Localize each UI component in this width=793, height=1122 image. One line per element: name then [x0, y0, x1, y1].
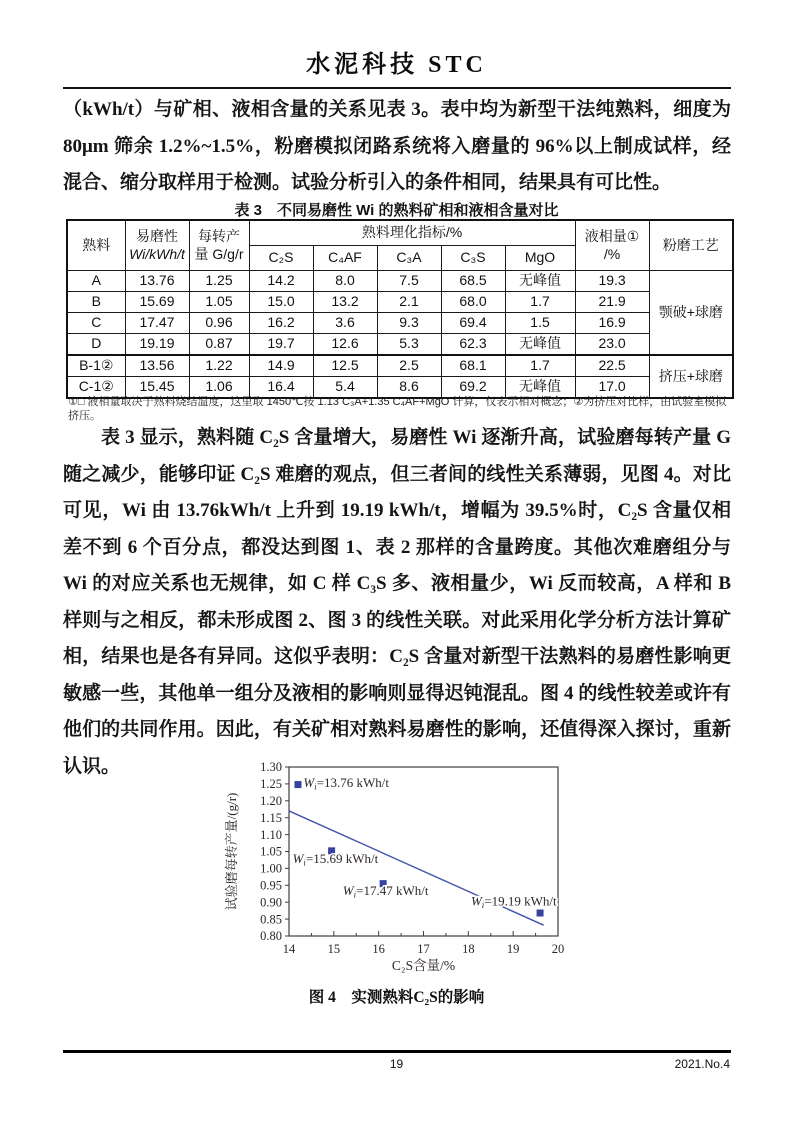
table3	[66, 219, 734, 399]
table-cell: 2.1	[377, 292, 441, 313]
liquid-line1: 液相量①	[584, 228, 640, 244]
table-cell: 19.7	[249, 334, 313, 356]
col-header-mgo: MgO	[505, 246, 575, 271]
table-cell: 3.6	[313, 313, 377, 334]
table-row	[67, 292, 733, 313]
col-header-physchem: 熟料理化指标/%	[249, 220, 575, 246]
table-cell: 13.2	[313, 292, 377, 313]
table-cell: 5.4	[313, 377, 377, 399]
table-cell: 69.2	[441, 377, 505, 399]
table-cell: 无峰值	[505, 271, 575, 292]
svg-text:15: 15	[327, 942, 341, 956]
svg-text:1.05: 1.05	[260, 844, 282, 859]
table-cell: 1.7	[505, 355, 575, 377]
table-cell: 0.87	[189, 334, 249, 356]
col-header-c3s: C₃S	[441, 246, 505, 271]
table-cell: 1.5	[505, 313, 575, 334]
table-cell: 1.06	[189, 377, 249, 399]
svg-text:0.95: 0.95	[260, 878, 282, 893]
col-header-c2s: C₂S	[249, 246, 313, 271]
figure4-chart	[222, 756, 594, 980]
svg-text:1.10: 1.10	[260, 827, 282, 842]
table-cell: 17.47	[125, 313, 189, 334]
table-cell: 13.76	[125, 271, 189, 292]
col-header-clinker: 熟料	[67, 220, 125, 271]
table-cell: 0.96	[189, 313, 249, 334]
table-cell: 19.19	[125, 334, 189, 356]
table-header-row	[67, 220, 733, 246]
page-number: 19	[389, 1057, 404, 1071]
svg-text:1.30: 1.30	[260, 760, 282, 775]
issue-label: 2021.No.4	[674, 1057, 730, 1071]
svg-text:Wi=13.76 kWh/t: Wi=13.76 kWh/t	[303, 774, 390, 792]
svg-text:0.85: 0.85	[260, 912, 282, 927]
process-group-cell: 挤压+球磨	[649, 355, 733, 398]
table-cell: 16.2	[249, 313, 313, 334]
col-header-liquid	[575, 220, 649, 271]
body-paragraph-1: （kWh/t）与矿相、液相含量的关系见表 3。表中均为新型干法纯熟料，细度为 80μm 筛余 1.2%~1.5%，粉磨模拟闭路系统将入磨量的 96%以上制成试样，经混合、缩分取样用于检测。试验分析引入的条件相同，结果具有可比性。	[63, 99, 731, 193]
table-cell: 14.9	[249, 355, 313, 377]
table-cell: 1.25	[189, 271, 249, 292]
svg-text:0.80: 0.80	[260, 929, 282, 944]
svg-text:C₂S含量/%: C₂S含量/%	[391, 958, 456, 973]
table-row	[67, 271, 733, 292]
table-cell: 2.5	[377, 355, 441, 377]
table-cell: 12.6	[313, 334, 377, 356]
table-cell: C-1②	[67, 377, 125, 399]
col-header-c3a: C₃A	[377, 246, 441, 271]
svg-text:16: 16	[372, 942, 385, 956]
table-cell: 22.5	[575, 355, 649, 377]
grindability-line1: 易磨性	[136, 228, 178, 244]
col-header-process: 粉磨工艺	[649, 220, 733, 271]
output-line1: 每转产	[198, 228, 240, 244]
svg-text:1.15: 1.15	[260, 810, 282, 825]
table-cell: 1.7	[505, 292, 575, 313]
table-cell: 15.45	[125, 377, 189, 399]
svg-text:0.90: 0.90	[260, 895, 282, 910]
svg-text:1.25: 1.25	[260, 777, 282, 792]
svg-text:17: 17	[417, 942, 430, 956]
table-cell: B	[67, 292, 125, 313]
output-line2: 量 G/g/r	[194, 245, 244, 262]
svg-text:14: 14	[282, 942, 296, 956]
svg-text:19: 19	[506, 942, 520, 956]
table-cell: 无峰值	[505, 377, 575, 399]
figure4-chart-svg	[222, 756, 594, 980]
table-cell: 15.69	[125, 292, 189, 313]
table-cell: 15.0	[249, 292, 313, 313]
table-cell: 17.0	[575, 377, 649, 399]
table-cell: 21.9	[575, 292, 649, 313]
col-header-c4af: C₄AF	[313, 246, 377, 271]
table-row	[67, 334, 733, 356]
svg-text:1.00: 1.00	[260, 861, 282, 876]
table-cell: 1.22	[189, 355, 249, 377]
col-header-grindability	[125, 220, 189, 271]
table-cell: 13.56	[125, 355, 189, 377]
footer-rule	[63, 1050, 731, 1053]
grindability-line2: Wi/kWh/t	[129, 245, 185, 262]
svg-text:1.20: 1.20	[260, 794, 282, 808]
process-group-cell: 颚破+球磨	[649, 271, 733, 356]
table-cell: 8.0	[313, 271, 377, 292]
svg-text:试验磨每转产量/(g/r): 试验磨每转产量/(g/r)	[224, 792, 239, 911]
table-row	[67, 355, 733, 377]
svg-text:Wi=19.19 kWh/t: Wi=19.19 kWh/t	[470, 893, 557, 911]
header-rule	[63, 87, 731, 89]
table-cell: 68.5	[441, 271, 505, 292]
svg-text:18: 18	[462, 942, 475, 956]
svg-text:20: 20	[551, 942, 565, 956]
body-paragraph-2: 表 3 显示，熟料随 C₂S 含量增大，易磨性 Wi 逐渐升高，试验磨每转产量 G 随之减少，能够印证 C₂S 难磨的观点，但三者间的线性关系薄弱，见图 4。对比可见，Wi 由 13.76kWh/t 上升到 19.19 kWh/t，增幅为 39.5%时，C₂S 含量仅相差不到 6 个百分点，都没达到图 1、表 2 那样的含量跨度。其他次难磨组分与 Wi 的对应关系也无规律，如 C 样 C₃S 多、液相量少，Wi 反而较高，A 样和 B 样则与之相反，都未形成图 2、图 3 的线性关联。对此采用化学分析方法计算矿相，结果也是各有异同。这似乎表明：C₂S 含量对新型干法熟料的易磨性影响更敏感一些，其他单一组分及液相的影响则显得迟钝混乱。图 4 的线性较差或许有他们的共同作用。因此，有关矿相对熟料易磨性的影响，还值得深入探讨，重新认识。	[63, 427, 731, 777]
table-cell: 5.3	[377, 334, 441, 356]
table-footnote: ①□ 液相量取决于熟料烧结温度，这里取 1450℃按 1.13 C₃A+1.35 C₄AF+MgO 计算，仅表示相对概念；②为挤压对比样，由试验室模拟挤压。	[68, 396, 727, 422]
table-cell: 69.4	[441, 313, 505, 334]
table-cell: C	[67, 313, 125, 334]
table-cell: 8.6	[377, 377, 441, 399]
table3-title: 表 3 不同易磨性 Wi 的熟料矿相和液相含量对比	[234, 202, 559, 219]
table-cell: 16.9	[575, 313, 649, 334]
table-cell: 68.0	[441, 292, 505, 313]
table-cell: 7.5	[377, 271, 441, 292]
table-cell: A	[67, 271, 125, 292]
table-cell: 9.3	[377, 313, 441, 334]
table-cell: 16.4	[249, 377, 313, 399]
table-cell: 19.3	[575, 271, 649, 292]
liquid-line2: /%	[603, 245, 621, 262]
table-cell: 无峰值	[505, 334, 575, 356]
svg-text:Wi=17.47 kWh/t: Wi=17.47 kWh/t	[342, 883, 429, 900]
table-row	[67, 313, 733, 334]
table-cell: D	[67, 334, 125, 356]
table-cell: 12.5	[313, 355, 377, 377]
table-cell: B-1②	[67, 355, 125, 377]
table-cell: 62.3	[441, 334, 505, 356]
col-header-output	[189, 220, 249, 271]
svg-text:Wi=15.69 kWh/t: Wi=15.69 kWh/t	[292, 850, 379, 868]
table-cell: 68.1	[441, 355, 505, 377]
journal-title: 水泥科技 STC	[306, 52, 487, 78]
table-cell: 14.2	[249, 271, 313, 292]
figure4-caption: 图 4 实测熟料C₂S的影响	[308, 989, 485, 1006]
table-cell: 23.0	[575, 334, 649, 356]
table-cell: 1.05	[189, 292, 249, 313]
